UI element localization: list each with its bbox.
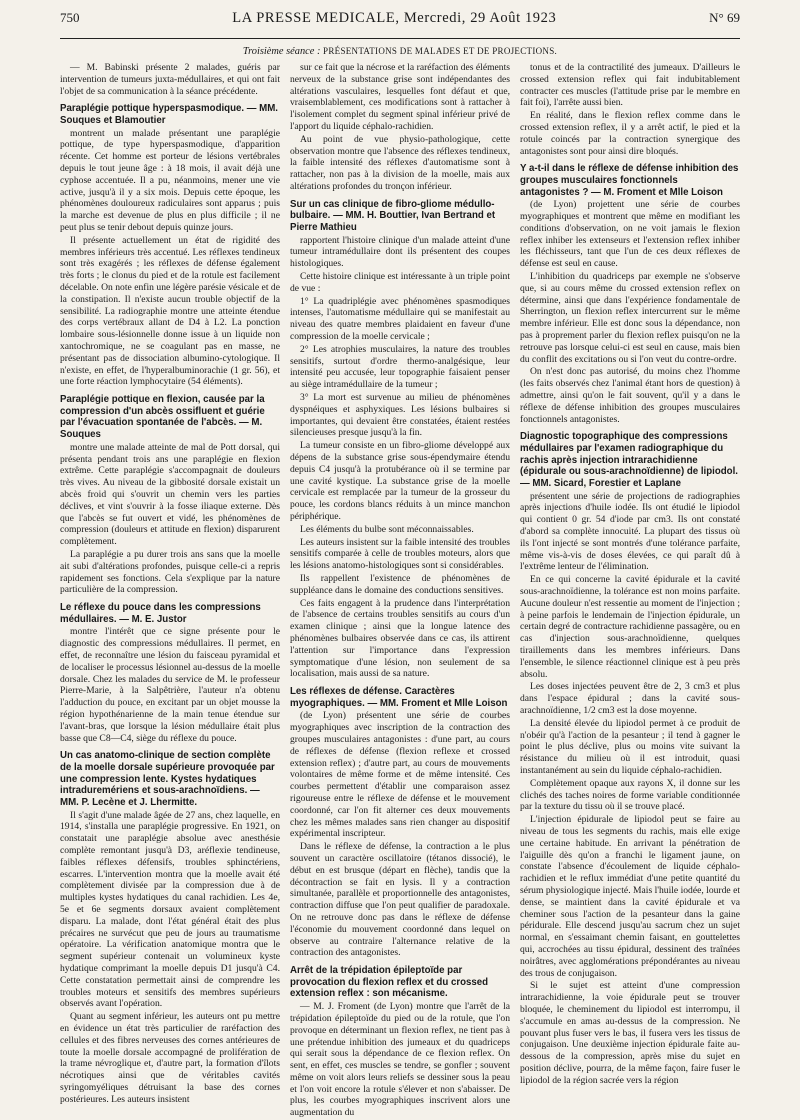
paragraph: Au point de vue physio-pathologique, cette observation montre que l'absence des réflexes tendineux, la faible intensité des réflexes d'automatisme sont à rattacher, non pas à la division de la moelle, mais aux altérations profondes du tronçon inférieur. <box>290 133 510 192</box>
paragraph: Cette histoire clinique est intéressante à un triple point de vue : <box>290 271 510 294</box>
paragraph: La paraplégie a pu durer trois ans sans que la moelle ait subi d'altérations profondes, puisque celle-ci a repris rapidement ses fonctions. Cela s'explique par la nature particulière de la compression. <box>60 548 280 596</box>
paragraph: rapportent l'histoire clinique d'un malade atteint d'une tumeur intramédullaire dont ils présentent des coupes histologiques. <box>290 234 510 270</box>
paragraph: sur ce fait que la nécrose et la raréfaction des éléments nerveux de la substance grise sont indépendantes des altérations vasculaires, lesquelles font défaut et que, vraisemblablement, ces modifications sont à rattacher à l'isolement complet du segment spinal inférieur privé de l'apport du liquide céphalo-rachidien. <box>290 62 510 132</box>
paragraph: Les éléments du bulbe sont méconnaissables. <box>300 523 474 535</box>
paragraph: Il s'agit d'une malade âgée de 27 ans, chez laquelle, en 1914, s'installa une paraplégie progressive. En 1921, on constatait une paraplégie absolue avec anesthésie complète remontant jusqu'à D3, aréflexie tendineuse, faibles réflexes défensifs, troubles sphinctériens, escarres. L'intervention montra que la moelle avait été complètement divisée par la compression due à de multiples kystes hydatiques du canal rachidien. Les 4e, 5e et 6e segments dorsaux avaient complètement disparu. La malade, dont l'état général était des plus précaires ne survécut que peu de jours au traumatisme opératoire. La vérification anatomique montra que le segment supérieur contenait un volumineux kyste hydatique comprimant la moelle depuis D1 jusqu'à C4. Cette constatation permettait ainsi de comprendre les troubles moteurs et sensitifs des membres supérieurs observés avant l'opération. <box>60 809 280 1010</box>
paragraph: Les doses injectées peuvent être de 2, 3 cm3 et plus dans l'espace épidural ; dans la cavité sous-arachnoïdienne, 1/2 cm3 est la dose moyenne. <box>520 681 740 716</box>
session-label: Troisième séance : <box>242 46 321 57</box>
paragraph: présentent une série de projections de radiographies après injections d'huile iodée. Ils ont étudié le lipiodol qui contient 0 gr. 54 d'iode par cm3. Ils ont constaté d'abord sa complète innocuité. La plupart des tissus où ils l'ont injecté se sont montrés d'une tolérance parfaite, même vis-à-vis de doses élevées, ce qui paraît dû à l'extrême lenteur de l'élimination. <box>520 490 740 573</box>
paragraph: En ce qui concerne la cavité épidurale et la cavité sous-arachnoïdienne, la tolérance est non moins parfaite. Aucune douleur n'est ressentie au moment de l'injection ; à peine parfois le lendemain de l'injection épidurale, un certain degré de contracture rachidienne passagère, ou en cas d'injection sous-arachnoïdienne, quelques tiraillements dans les membres inférieurs. Dans l'ensemble, le silence réactionnel clinique est à peu près absolu. <box>520 574 740 680</box>
article-columns <box>60 62 740 1119</box>
paragraph: L'injection épidurale de lipiodol peut se faire au niveau de tous les segments du rachis, mais elle exige une certaine habitude. En arrivant la pénétration de l'aiguille dès qu'on a franchi le ligament jaune, on constate l'absence d'écoulement de liquide céphalo-rachidien et le reflux immédiat d'une petite quantité du sérum physiologique injecté. Mais l'huile iodée, lourde et dense, se maintient dans la cavité épidurale et va cheminer sous l'action de la pesanteur dans la gaine péridurale. Elle descend jusqu'au sacrum chez un sujet normal, en s'essaimant chemin faisant, en gouttelettes qui, accrochées au tissu épidural, dessinent des traînées noirâtres, avec agglomérations prépondérantes au niveau des trous de conjugaison. <box>520 814 740 979</box>
column-1 <box>60 62 280 1120</box>
paragraph: La densité élevée du lipiodol permet à ce produit de n'obéir qu'à l'action de la pesanteur ; il tend à gagner le point le plus déclive, plus ou moins vite suivant la résistance du milieu où il est introduit, quasi instantanément au sein du liquide céphalo-rachidien. <box>520 717 740 776</box>
section-heading: Un cas anatomo-clinique de section complète de la moelle dorsale supérieure provoquée par une compression lente. Kystes hydatiques intraduremériens et sous-arachnoïdiens. — MM. P. Lecène et J. Lhermitte. <box>60 750 275 808</box>
paragraph: L'inhibition du quadriceps par exemple ne s'observe que, si au cours même du crossed extension reflex on détermine, ainsi que dans l'expérience fondamentale de Sherrington, un flexion reflex intercurrent sur le même membre inférieur. Elle est donc sous la dépendance, non pas à proprement parler du flexion reflex puisqu'on ne la retrouve pas lorsque celui-ci est seul en cause, mais bien du conflit des excitations ou si l'on veut du contre-ordre. <box>520 271 740 365</box>
paragraph: Si le sujet est atteint d'une compression intrarachidienne, la voie épidurale peut se trouver bloquée, le cheminement du lipiodol est interrompu, il s'accumule en amas au-dessus de la compression. Ne pouvant plus fuser vers le bas, il fusera vers les tissus de conjugaison. Une deuxième injection épidurale faite au-dessous de la compression, après mise du sujet en position déclive, pourra, de la même façon, faire fuser le lipiodol de la région sacrée vers la région <box>520 980 740 1086</box>
issue-date: Mercredi, 29 Août 1923 <box>403 10 557 26</box>
column-2 <box>290 62 510 1120</box>
paragraph: — M. J. Froment (de Lyon) montre que l'arrêt de la trépidation épileptoïde du pied ou de la rotule, que l'on provoque en déterminant un flexion reflex, ne tient pas à une prétendue inhibition des jumeaux et du quadriceps qui serait sous la dépendance de ce flexion reflex. On sent, en effet, ces muscles se tendre, se gonfler ; souvent même on voit alors leurs reliefs se dessiner sous la peau et l'on voit encore la rotule s'élever et non s'abaisser. De plus, les courbes myographiques inscrivent alors une augmentation du <box>290 1001 510 1119</box>
paragraph: — M. Babinski présente 2 malades, guéris par intervention de tumeurs juxta-médullaires, et qui ont fait l'objet de sa communication à la séance précédente. <box>60 62 280 97</box>
section-heading: Diagnostic topographique des compressions médullaires par l'examen radiographique du rachis après injection intrarachidienne (épidurale ou sous-arachnoïdienne) de lipiodol. — MM. Sicard, Forestier et Laplane <box>520 431 738 489</box>
journal-name: LA PRESSE MEDICALE, <box>232 10 400 26</box>
paragraph: tonus et de la contractilité des jumeaux. D'ailleurs le crossed extension reflex qui fait indubitablement contracter ces muscles (l'attitude prise par le membre en fait foi), l'arrête aussi bien. <box>520 62 740 109</box>
journal-title <box>232 10 556 27</box>
section-heading: Y a-t-il dans le réflexe de défense inhibition des groupes musculaires fonctionnels antagonistes ? — M. Froment et Mlle Loison <box>520 163 739 198</box>
paragraph: Complètement opaque aux rayons X, il donne sur les clichés des taches noires de forme variable conditionnée par la texture du tissu où il se trouve placé. <box>520 777 740 813</box>
section-heading: Le réflexe du pouce dans les compressions médullaires. — M. E. Justor <box>60 602 261 625</box>
paragraph: Il présente actuellement un état de rigidité des membres inférieurs très accentué. Les réflexes tendineux sont très exagérés ; les réflexes de défense également très forts ; le clonus du pied et de la rotule est facilement décelable. On note enfin une légère parésie vésicale et de la constipation. Il n'existe aucun trouble objectif de la sensibilité. La radiographie montre une atteinte étendue des corps vertébraux allant de D4 à L2. La ponction lombaire sous-lésionnelle donne issue à un liquide non xantochromique, ne se coagulant pas en masse, ne présentant pas de dissociation albumino-cytologique. Il n'existe, en effet, de l'hyperalbuminorachie (1 gr. 56), et une forte réaction lymphocytaire (54 éléments). <box>60 234 280 388</box>
paragraph: La tumeur consiste en un fibro-gliome développé aux dépens de la substance grise sous-épendymaire étendu depuis C4 jusqu'à la protubérance où il se termine par une cavité kystique. La substance grise de la moelle cervicale est remplacée par la tumeur de la grosseur du pouce, les cordons blancs réduits à un mince manchon périphérique. <box>290 440 510 523</box>
column-3 <box>520 62 740 1120</box>
paragraph: (de Lyon) présentent une série de courbes myographiques avec inscription de la contraction des groupes musculaires antagonistes : d'une part, au cours de réflexes de défense (flexion reflexe et crossed extension reflex) ; d'autre part, au cours de mouvements volontaires de même forme et de même intensité. Ces courbes permettent d'établir une comparaison assez rigoureuse entre le réflexe de défense et le mouvement coordonné, car l'on fit alterner ces deux mouvements chez les mêmes malades sans rien changer au dispositif expérimental inscripteur. <box>290 710 510 840</box>
section-heading: Arrêt de la trépidation épileptoïde par provocation du flexion reflex et du crossed extension reflex : son mécanisme. <box>290 965 489 1000</box>
section-heading: Sur un cas clinique de fibro-gliome médullo-bulbaire. — MM. H. Bouttier, Ivan Bertrand et Pierre Mathieu <box>290 198 496 234</box>
session-heading <box>0 46 800 57</box>
paragraph: montrent un malade présentant une paraplégie pottique, de type hyperspasmodique, d'apparition récente. Cet homme est porteur de lésions vertébrales depuis le tout jeune âge : à 18 mois, il avait déjà une cyphose accentuée. Il a pu, néanmoins, mener une vie active, jusqu'à il y a six mois. Depuis cette époque, les phénomènes douloureux radiculaires sont apparus ; puis la marche est devenue de plus en plus difficile ; il ne peut plus se tenir debout depuis quinze jours. <box>60 127 280 234</box>
paragraph: On n'est donc pas autorisé, du moins chez l'homme (les faits observés chez l'animal étant hors de question) à admettre, ainsi qu'on le fait souvent, qu'il y a dans le réflexe de défense inhibition des groupes musculaires fonctionnels antagonistes. <box>520 366 740 425</box>
paragraph: Les auteurs insistent sur la faible intensité des troubles sensitifs comparée à celle de troubles moteurs, alors que les lésions anatomo-histologiques sont si considérables. <box>290 536 510 572</box>
paragraph: En réalité, dans le flexion reflex comme dans le crossed extension reflex, il y a arrêt actif, le pied et la rotule coincés par la contraction synergique des antagonistes sont pour ainsi dire bloqués. <box>520 110 740 157</box>
paragraph: Quant au segment inférieur, les auteurs ont pu mettre en évidence un état très particulier de raréfaction des cellules et des fibres nerveuses des cornes antérieures de toute la moelle dorsale accompagné de prolifération de la trame névroglique et, d'autre part, la formation d'îlots nécrotiques ainsi que de véritables cavités syringomyéliques détruisant la base des cornes postérieures. Les auteurs insistent <box>60 1011 280 1105</box>
paragraph: Dans le réflexe de défense, la contraction a le plus souvent un caractère oscillatoire (tétanos dissocié), le début en est brusque (départ en flèche), tandis que la décontraction se fait en lysis. Il y a contraction simultanée, parallèle et proportionnelle des antagonistes, contraction diffuse que l'on peut qualifier de paradoxale. On ne retrouve donc pas dans le réflexe de défense l'économie du mouvement coordonné dans lequel on observe au contraire l'alternance relative de la contraction des antagonistes. <box>290 841 510 959</box>
section-heading: Les réflexes de défense. Caractères myographiques. — MM. Froment et Mlle Loison <box>290 686 508 709</box>
session-title: PRÉSENTATIONS DE MALADES ET DE PROJECTIONS. <box>323 46 558 56</box>
section-heading: Paraplégie pottique en flexion, causée par la compression d'un abcès ossifluent et guérie par l'évacuation spontanée de l'abcès. — M. Souques <box>60 394 265 441</box>
page-header <box>60 10 740 34</box>
issue-number: N° 69 <box>709 10 740 25</box>
paragraph: montre l'intérêt que ce signe présente pour le diagnostic des compressions médullaires. Il permet, en effet, de reconnaître une lésion du faisceau pyramidal et de localiser le processus lésionnel au-dessus de la moelle dorsale. Chez les malades du service de M. le professeur Pierre-Marie, à la Salpêtrière, l'auteur n'a obtenu l'adduction du pouce, en excitant par un objet mousse la région hypothénarienne de la main tenue étendue sur l'avant-bras, que lorsque la lésion médullaire était plus basse que C8—C4, siège du réflexe du pouce. <box>60 626 280 744</box>
paragraph: 2° Les atrophies musculaires, la nature des troubles sensitifs, surtout d'ordre thermo-analgésique, leur intensité peu accusée, leur topographie faisaient penser au siège intramédullaire de la tumeur ; <box>290 343 510 391</box>
paragraph: Ces faits engagent à la prudence dans l'interprétation de l'absence de certains troubles sensitifs au cours d'un examen clinique ; ainsi que la longue latence des phénomènes bulbaires observée dans ce cas, ils attirent l'attention sur l'importance dans l'expression symptomatique d'une lésion, non seulement de sa localisation, mais aussi de sa nature. <box>290 597 510 680</box>
paragraph: Ils rappellent l'existence de phénomènes de suppléance dans le domaine des conductions sensitives. <box>290 573 510 596</box>
section-heading: Paraplégie pottique hyperspasmodique. — MM. Souques et Blamoutier <box>60 103 279 127</box>
paragraph: 3° La mort est survenue au milieu de phénomènes dyspnéiques et asphyxiques. Les lésions bulbaires si importantes, qui devaient être constatées, étaient restées silencieuses presque jusqu'à la fin. <box>290 392 510 439</box>
paragraph: (de Lyon) projettent une série de courbes myographiques et montrent que même en modifiant les conditions d'observation, on ne voit jamais le flexion reflex inhiber les extenseurs et l'extension reflex inhiber les fléchisseurs, tant que l'un de ces deux réflexes de défense est seul en cause. <box>520 199 740 270</box>
header-rule <box>60 38 740 39</box>
paragraph: 1° La quadriplégie avec phénomènes spasmodiques intenses, l'automatisme médullaire qui se manifestait au niveau des quatre membres plaidaient en faveur d'une compression de la moelle cervicale ; <box>290 295 510 343</box>
paragraph: montre une malade atteinte de mal de Pott dorsal, qui présenta pendant trois ans une paraplégie en flexion extrême. Cette paraplégie s'accompagnait de douleurs très vives. Au niveau de la gibbosité dorsale existait un abcès froid qui s'ouvrit un chemin vers les parties déclives, et vint s'ouvrir à la fosse iliaque externe. Dès que l'abcès se fut ouvert et vidé, les phénomènes de compression (douleurs et attitude en flexion) disparurent complètement. <box>60 441 280 548</box>
page-number: 750 <box>60 10 80 25</box>
